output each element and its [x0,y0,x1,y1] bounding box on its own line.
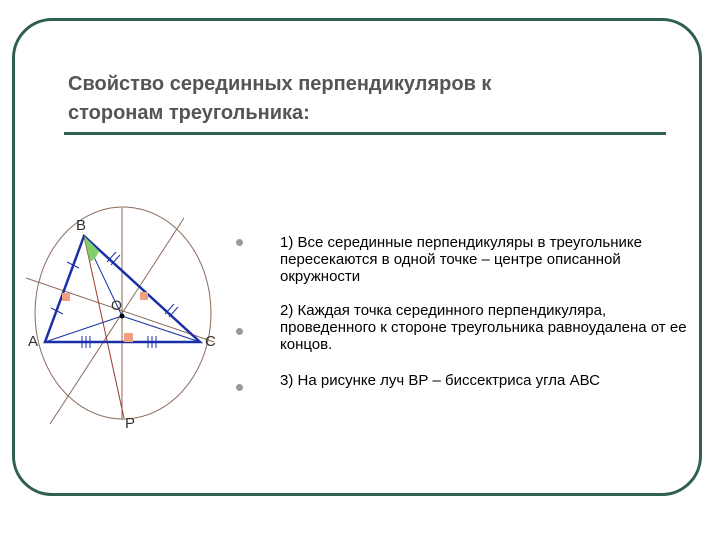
bullet-dot-icon [236,328,243,335]
bullet-dot-icon [236,239,243,246]
label-p: P [125,415,136,432]
right-angle-mark-ac [124,333,133,342]
segment-ao [45,316,122,342]
perpendicular-bisector-bc [50,218,184,424]
list-item-text: 3) На рисунке луч ВР – биссектриса угла АВС [280,372,600,389]
list-item [236,302,696,372]
list-item [236,372,696,389]
list-item [236,234,696,302]
property-list [236,234,696,389]
label-c: C [205,333,216,350]
point-o [120,314,125,319]
title-line-2: сторонам треугольника: [68,102,310,124]
right-angle-mark-ab [62,293,70,301]
label-a: A [28,333,39,350]
label-b: B [76,217,87,234]
bullet-dot-icon [236,384,243,391]
angle-mark-b [84,236,99,262]
list-item-text: 2) Каждая точка серединного перпендикуляра, проведенного к стороне треугольника равноудалена от ее концов. [280,302,687,353]
right-angle-mark-bc [140,292,148,300]
title-line-1: Свойство серединных перпендикуляров к [68,73,492,95]
label-o: O [111,297,122,313]
list-item-text: 1) Все серединные перпендикуляры в треугольнике пересекаются в одной точке – центре описанной окружности [280,234,642,285]
segment-co [122,316,200,342]
